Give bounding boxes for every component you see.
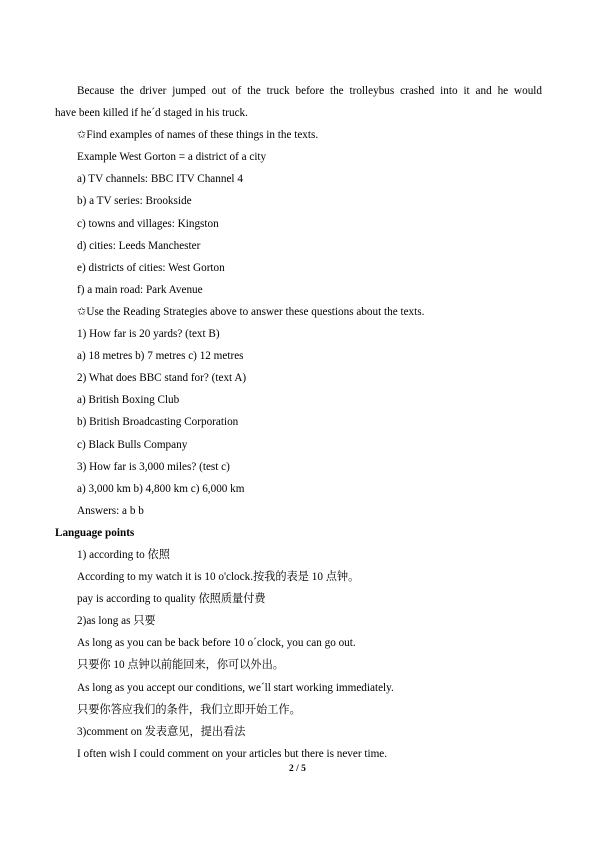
question: 3) How far is 3,000 miles? (test c) [77, 460, 230, 473]
example-sentence: According to my watch it is 10 o'clock.按我的表是 10 点钟。 [77, 571, 360, 584]
option: b) British Broadcasting Corporation [77, 416, 239, 429]
list-item: b) a TV series: Brookside [77, 195, 192, 208]
question: 1) How far is 20 yards? (text B) [77, 328, 220, 341]
list-item: e) districts of cities: West Gorton [77, 261, 225, 274]
list-item: c) towns and villages: Kingston [77, 217, 219, 230]
answers: Answers: a b b [77, 504, 144, 517]
page-number: 2 / 5 [289, 764, 306, 774]
example-sentence: I often wish I could comment on your articles but there is never time. [77, 747, 388, 760]
text-line: Example West Gorton = a district of a city [77, 151, 267, 164]
list-item: d) cities: Leeds Manchester [77, 239, 201, 252]
exercise-instruction: ✩Use the Reading Strategies above to answer these questions about the texts. [77, 305, 425, 318]
section-heading: Language points [55, 526, 135, 539]
question: 2) What does BBC stand for? (text A) [77, 372, 247, 385]
list-item: f) a main road: Park Avenue [77, 283, 203, 296]
language-point: 3)comment on 发表意见，提出看法 [77, 725, 246, 738]
page-content [55, 80, 542, 765]
language-point: 2)as long as 只要 [77, 615, 156, 628]
paragraph-line: have been killed if he´d staged in his truck. [55, 107, 248, 120]
example-sentence: As long as you accept our conditions, we´ll start working immediately. [77, 681, 394, 694]
list-item: a) TV channels: BBC ITV Channel 4 [77, 173, 243, 186]
example-sentence: pay is according to quality 依照质量付费 [77, 593, 266, 606]
translation: 只要你答应我们的条件，我们立即开始工作。 [77, 703, 301, 716]
option: a) British Boxing Club [77, 394, 180, 407]
options: a) 3,000 km b) 4,800 km c) 6,000 km [77, 482, 245, 495]
options: a) 18 metres b) 7 metres c) 12 metres [77, 350, 244, 363]
language-point: 1) according to 依照 [77, 548, 170, 561]
paragraph-line: Because the driver jumped out of the truck before the trolleybus crashed into it and he would [77, 85, 542, 97]
example-sentence: As long as you can be back before 10 o´clock, you can go out. [77, 637, 356, 650]
option: c) Black Bulls Company [77, 438, 188, 451]
exercise-instruction: ✩Find examples of names of these things in the texts. [77, 129, 319, 142]
translation: 只要你 10 点钟以前能回来，你可以外出。 [77, 659, 284, 672]
